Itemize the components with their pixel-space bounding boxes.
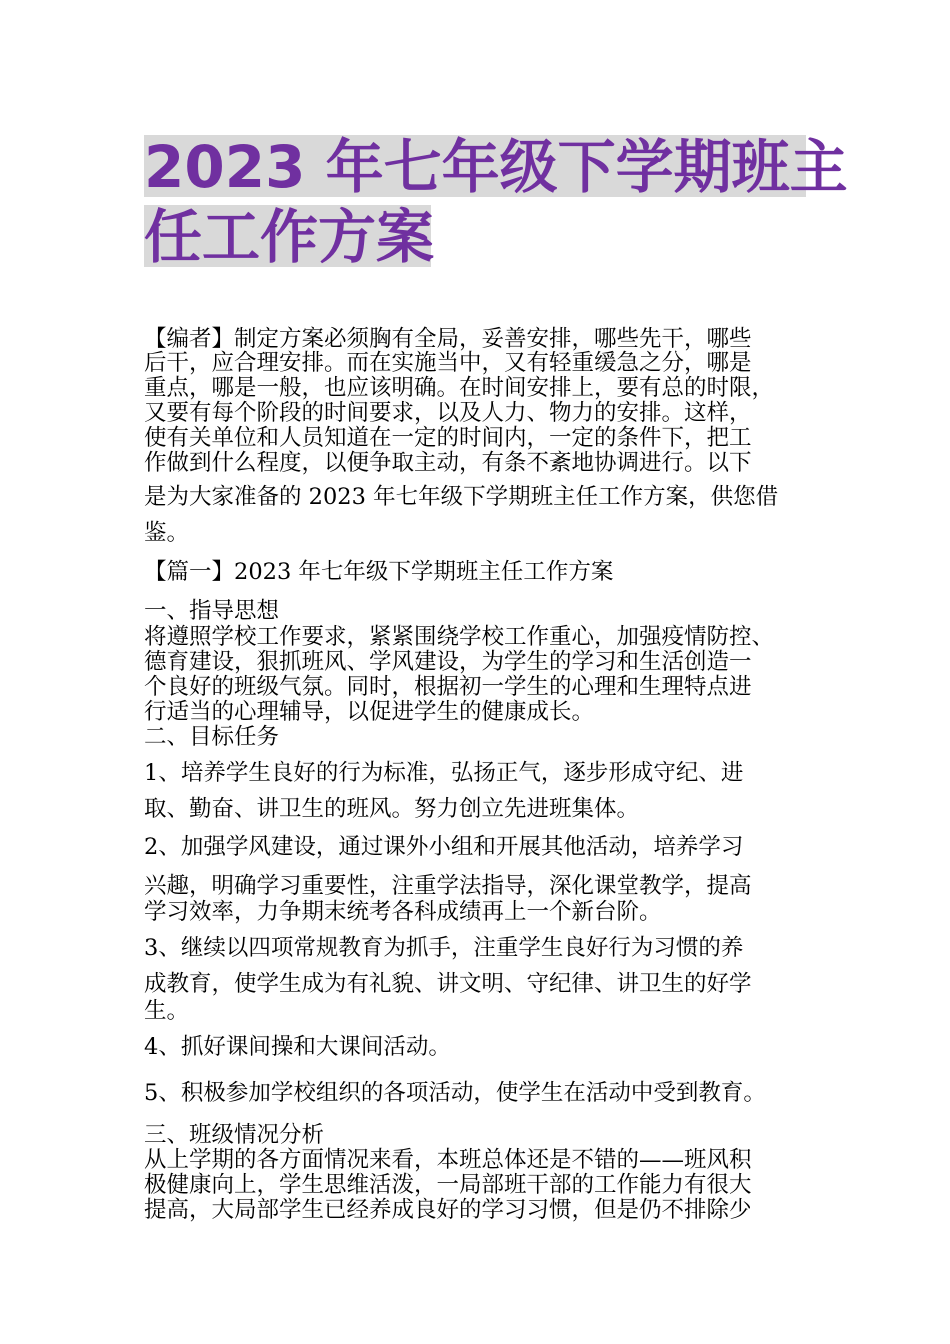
- paragraph-line: 3、继续以四项常规教育为抓手，注重学生良好行为习惯的养: [144, 935, 744, 961]
- paragraph-line: 4、抓好课间操和大课间活动。: [144, 1034, 451, 1060]
- paragraph-line: 将遵照学校工作要求，紧紧围绕学校工作重心，加强疫情防控、: [144, 624, 775, 650]
- paragraph-line: 使有关单位和人员知道在一定的时间内，一定的条件下，把工: [144, 425, 752, 451]
- paragraph-line: 又要有每个阶段的时间要求，以及人力、物力的安排。这样，: [144, 400, 752, 426]
- paragraph-line: 学习效率，力争期末统考各科成绩再上一个新台阶。: [144, 899, 662, 925]
- paragraph-line: 三、班级情况分析: [144, 1122, 325, 1148]
- paragraph-line: 从上学期的各方面情况来看，本班总体还是不错的——班风积: [144, 1147, 752, 1173]
- paragraph-line: 德育建设，狠抓班风、学风建设，为学生的学习和生活创造一: [144, 649, 752, 675]
- paragraph-line: 后干，应合理安排。而在实施当中，又有轻重缓急之分，哪是: [144, 350, 752, 376]
- paragraph-line: 1、培养学生良好的行为标准，弘扬正气，逐步形成守纪、进: [144, 760, 744, 786]
- document-title-line-1: 2023 年七年级下学期班主: [144, 133, 848, 201]
- paragraph-line: 2、加强学风建设，通过课外小组和开展其他活动，培养学习: [144, 834, 744, 860]
- paragraph-line: 个良好的班级气氛。同时，根据初一学生的心理和生理特点进: [144, 674, 752, 700]
- document-title-line-2: 任工作方案: [144, 203, 435, 271]
- paragraph-line: 取、勤奋、讲卫生的班风。努力创立先进班集体。: [144, 796, 640, 822]
- paragraph-line: 二、目标任务: [144, 724, 280, 750]
- paragraph-line: 5、积极参加学校组织的各项活动，使学生在活动中受到教育。: [144, 1080, 766, 1106]
- paragraph-line: 成教育，使学生成为有礼貌、讲文明、守纪律、讲卫生的好学: [144, 971, 752, 997]
- paragraph-line: 提高，大局部学生已经养成良好的学习习惯，但是仍不排除少: [144, 1197, 752, 1223]
- paragraph-line: 一、指导思想: [144, 598, 280, 624]
- paragraph-line: 兴趣，明确学习重要性，注重学法指导，深化课堂教学，提高: [144, 873, 752, 899]
- paragraph-line: 极健康向上，学生思维活泼，一局部班干部的工作能力有很大: [144, 1172, 752, 1198]
- paragraph-line: 鉴。: [144, 520, 190, 546]
- paragraph-line: 是为大家准备的 2023 年七年级下学期班主任工作方案，供您借: [144, 484, 779, 510]
- paragraph-line: 生。: [144, 998, 190, 1024]
- paragraph-line: 行适当的心理辅导，以促进学生的健康成长。: [144, 699, 595, 725]
- paragraph-line: 【篇一】2023 年七年级下学期班主任工作方案: [144, 559, 614, 585]
- paragraph-line: 作做到什么程度，以便争取主动，有条不紊地协调进行。以下: [144, 450, 752, 476]
- paragraph-line: 【编者】制定方案必须胸有全局，妥善安排，哪些先干，哪些: [144, 326, 752, 352]
- paragraph-line: 重点，哪是一般，也应该明确。在时间安排上，要有总的时限，: [144, 375, 775, 401]
